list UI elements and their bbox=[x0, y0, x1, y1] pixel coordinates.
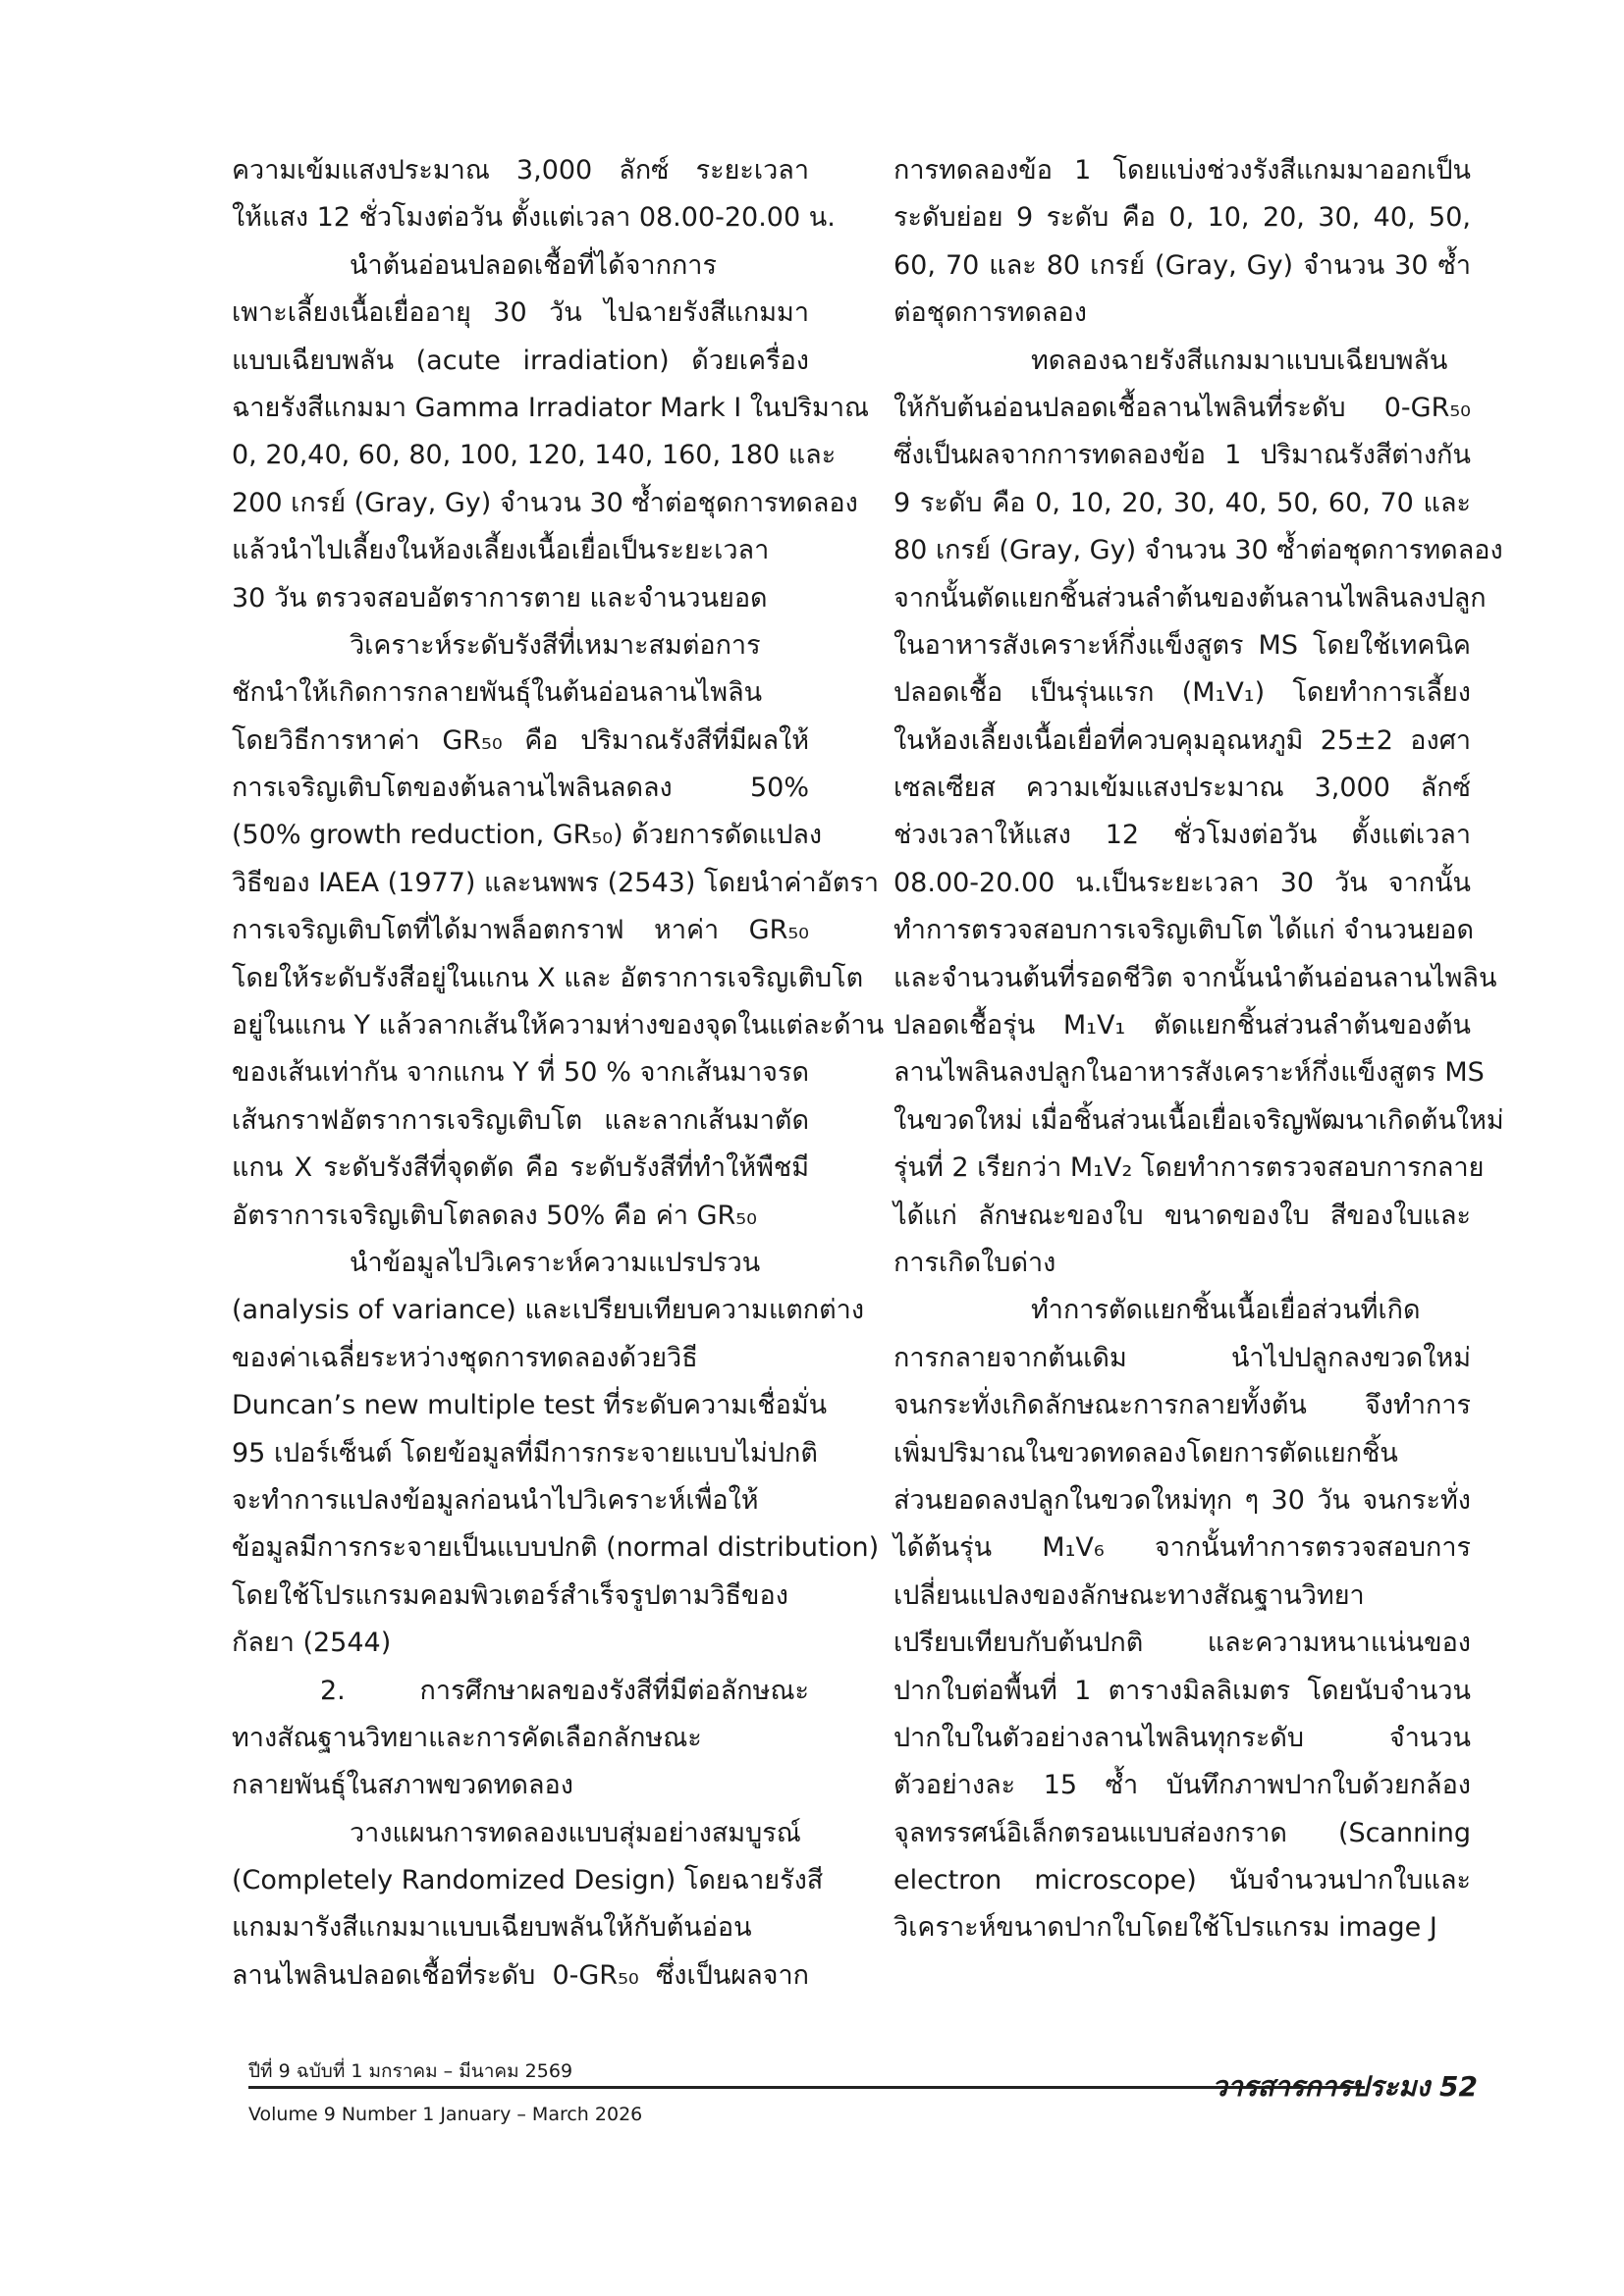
text-line: เซลเซียส ความเข้มแสงประมาณ 3,000 ลักซ์ bbox=[893, 773, 1471, 804]
right-column bbox=[893, 147, 1504, 1952]
text-line: (50% growth reduction, GR₅₀) ด้วยการดัดแปลง bbox=[232, 820, 823, 851]
text-line: ส่วนยอดลงปลูกในขวดใหม่ทุก ๆ 30 วัน จนกระทั่ง bbox=[893, 1484, 1471, 1516]
text-line: ข้อมูลมีการกระจายเป็นแบบปกติ (normal distribution) bbox=[232, 1532, 880, 1564]
text-line: ปากใบต่อพื้นที่ 1 ตารางมิลลิเมตร โดยนับจำนวน bbox=[893, 1675, 1471, 1706]
text-line: วิเคราะห์ระดับรังสีที่เหมาะสมต่อการ bbox=[350, 629, 761, 661]
text-line: เพิ่มปริมาณในขวดทดลองโดยการตัดแยกชิ้น bbox=[893, 1437, 1398, 1468]
footer-issue-thai: ปีที่ 9 ฉบับที่ 1 มกราคม – มีนาคม 2569 bbox=[248, 2060, 573, 2082]
text-line: การเจริญเติบโตที่ได้มาพล็อตกราฟ หาค่า GR₅₀ bbox=[232, 915, 809, 946]
text-line: ทางสัณฐานวิทยาและการคัดเลือกลักษณะ bbox=[232, 1722, 702, 1753]
text-line: ชักนำให้เกิดการกลายพันธุ์ในต้นอ่อนลานไพลิน bbox=[232, 677, 763, 709]
text-line: ของค่าเฉลี่ยระหว่างชุดการทดลองด้วยวิธี bbox=[232, 1342, 698, 1373]
text-line: วางแผนการทดลองแบบสุ่มอย่างสมบูรณ์ bbox=[350, 1817, 801, 1848]
text-line: จนกระทั่งเกิดลักษณะการกลายทั้งต้น จึงทำการ bbox=[893, 1390, 1471, 1421]
text-line: โดยให้ระดับรังสีอยู่ในแกน X และ อัตราการเจริญเติบโต bbox=[232, 962, 864, 993]
text-line: 95 เปอร์เซ็นต์ โดยข้อมูลที่มีการกระจายแบบไม่ปกติ bbox=[232, 1437, 818, 1468]
text-line: จุลทรรศน์อิเล็กตรอนแบบส่องกราด (Scanning bbox=[893, 1817, 1471, 1848]
text-line: ลานไพลินลงปลูกในอาหารสังเคราะห์กึ่งแข็งสูตร MS bbox=[893, 1057, 1485, 1089]
text-line: กัลยา (2544) bbox=[232, 1628, 392, 1659]
footer-rule bbox=[248, 2086, 1365, 2089]
text-line: ฉายรังสีแกมมา Gamma Irradiator Mark I ในปริมาณ bbox=[232, 392, 870, 423]
text-line: โดยวิธีการหาค่า GR₅₀ คือ ปริมาณรังสีที่มีผลให้ bbox=[232, 724, 809, 756]
text-line: ช่วงเวลาให้แสง 12 ชั่วโมงต่อวัน ตั้งแต่เวลา bbox=[893, 820, 1471, 851]
text-line: (analysis of variance) และเปรียบเทียบความแตกต่าง bbox=[232, 1295, 865, 1326]
text-line: ได้แก่ ลักษณะของใบ ขนาดของใบ สีของใบและ bbox=[893, 1200, 1471, 1231]
text-line: เพาะเลี้ยงเนื้อเยื่ออายุ 30 วัน ไปฉายรังสีแกมมา bbox=[232, 297, 809, 329]
text-line: ทดลองฉายรังสีแกมมาแบบเฉียบพลัน bbox=[1031, 345, 1448, 376]
text-line: แล้วนำไปเลี้ยงในห้องเลี้ยงเนื้อเยื่อเป็นระยะเวลา bbox=[232, 535, 770, 566]
text-line: กลายพันธุ์ในสภาพขวดทดลอง bbox=[232, 1770, 573, 1801]
text-line: การกลายจากต้นเดิม นำไปปลูกลงขวดใหม่ bbox=[893, 1342, 1471, 1373]
footer-journal-page: วารสารการประมง 52 bbox=[1212, 2070, 1478, 2103]
text-line: ความเข้มแสงประมาณ 3,000 ลักซ์ ระยะเวลา bbox=[232, 155, 809, 186]
text-line: 200 เกรย์ (Gray, Gy) จำนวน 30 ซ้ำต่อชุดการทดลอง bbox=[232, 487, 858, 518]
text-line: การทดลองข้อ 1 โดยแบ่งช่วงรังสีแกมมาออกเป็น bbox=[893, 155, 1471, 186]
text-line: วิเคราะห์ขนาดปากใบโดยใช้โปรแกรม image J bbox=[893, 1912, 1437, 1944]
text-line: electron microscope) นับจำนวนปากใบและ bbox=[893, 1865, 1471, 1896]
text-line: ให้แสง 12 ชั่วโมงต่อวัน ตั้งแต่เวลา 08.00-20.00 น. bbox=[232, 202, 836, 234]
text-line: 9 ระดับ คือ 0, 10, 20, 30, 40, 50, 60, 70 และ bbox=[893, 487, 1471, 518]
text-line: 30 วัน ตรวจสอบอัตราการตาย และจำนวนยอด bbox=[232, 582, 768, 614]
text-line: เส้นกราฟอัตราการเจริญเติบโต และลากเส้นมาตัด bbox=[232, 1104, 809, 1136]
text-line: 60, 70 และ 80 เกรย์ (Gray, Gy) จำนวน 30 ซ้ำ bbox=[893, 249, 1471, 281]
text-line: ของเส้นเท่ากัน จากแกน Y ที่ 50 % จากเส้นมาจรด bbox=[232, 1057, 809, 1089]
text-line: อยู่ในแกน Y แล้วลากเส้นให้ความห่างของจุดในแต่ละด้าน bbox=[232, 1010, 885, 1041]
text-line: นำข้อมูลไปวิเคราะห์ความแปรปรวน bbox=[350, 1247, 761, 1278]
text-line: อัตราการเจริญเติบโตลดลง 50% คือ ค่า GR₅₀ bbox=[232, 1200, 757, 1231]
text-line: ระดับย่อย 9 ระดับ คือ 0, 10, 20, 30, 40, 50, bbox=[893, 202, 1471, 234]
text-line: เปรียบเทียบกับต้นปกติ และความหนาแน่นของ bbox=[893, 1628, 1471, 1659]
text-line: วิธีของ IAEA (1977) และนพพร (2543) โดยนำค่าอัตรา bbox=[232, 867, 880, 898]
text-line: 0, 20,40, 60, 80, 100, 120, 140, 160, 180 และ bbox=[232, 440, 837, 471]
text-line: ปากใบในตัวอย่างลานไพลินทุกระดับ จำนวน bbox=[893, 1722, 1471, 1753]
text-line: แกมมารังสีแกมมาแบบเฉียบพลันให้กับต้นอ่อน bbox=[232, 1912, 752, 1944]
text-line: การเกิดใบด่าง bbox=[893, 1247, 1056, 1278]
text-line: Duncan’s new multiple test ที่ระดับความเชื่อมั่น bbox=[232, 1390, 828, 1421]
text-line: เปลี่ยนแปลงของลักษณะทางสัณฐานวิทยา bbox=[893, 1579, 1365, 1611]
text-line: โดยใช้โปรแกรมคอมพิวเตอร์สำเร็จรูปตามวิธีของ bbox=[232, 1579, 788, 1611]
text-line: รุ่นที่ 2 เรียกว่า M₁V₂ โดยทำการตรวจสอบการกลาย bbox=[893, 1152, 1485, 1184]
text-line: (Completely Randomized Design) โดยฉายรังสี bbox=[232, 1865, 824, 1896]
text-line: ในอาหารสังเคราะห์กึ่งแข็งสูตร MS โดยใช้เทคนิค bbox=[893, 629, 1471, 661]
text-line: จะทำการแปลงข้อมูลก่อนนำไปวิเคราะห์เพื่อให้ bbox=[232, 1484, 759, 1516]
text-line: 08.00-20.00 น.เป็นระยะเวลา 30 วัน จากนั้น bbox=[893, 867, 1471, 898]
text-line: 2. การศึกษาผลของรังสีที่มีต่อลักษณะ bbox=[320, 1675, 809, 1706]
text-line: ลานไพลินปลอดเชื้อที่ระดับ 0-GR₅₀ ซึ่งเป็นผลจาก bbox=[232, 1959, 809, 1991]
text-line: 80 เกรย์ (Gray, Gy) จำนวน 30 ซ้ำต่อชุดการทดลอง bbox=[893, 535, 1503, 566]
text-line: แกน X ระดับรังสีที่จุดตัด คือ ระดับรังสีที่ทำให้พืชมี bbox=[232, 1152, 809, 1184]
text-line: ในขวดใหม่ เมื่อชิ้นส่วนเนื้อเยื่อเจริญพัฒนาเกิดต้นใหม่ bbox=[893, 1104, 1504, 1136]
text-line: ปลอดเชื้อ เป็นรุ่นแรก (M₁V₁) โดยทำการเลี้ยง bbox=[893, 677, 1471, 709]
text-line: นำต้นอ่อนปลอดเชื้อที่ได้จากการ bbox=[350, 249, 717, 281]
text-line: ให้กับต้นอ่อนปลอดเชื้อลานไพลินที่ระดับ 0-GR₅₀ bbox=[893, 392, 1471, 423]
text-line: ในห้องเลี้ยงเนื้อเยื่อที่ควบคุมอุณหภูมิ 25±2 องศา bbox=[893, 724, 1471, 756]
text-line: และจำนวนต้นที่รอดชีวิต จากนั้นนำต้นอ่อนลานไพลิน bbox=[893, 962, 1497, 993]
text-line: ทำการตรวจสอบการเจริญเติบโต ได้แก่ จำนวนยอด bbox=[893, 915, 1474, 946]
footer-issue-english: Volume 9 Number 1 January – March 2026 bbox=[248, 2104, 643, 2125]
text-line: ทำการตัดแยกชิ้นเนื้อเยื่อส่วนที่เกิด bbox=[1031, 1295, 1421, 1326]
text-line: ซึ่งเป็นผลจากการทดลองข้อ 1 ปริมาณรังสีต่างกัน bbox=[893, 440, 1471, 471]
text-line: ต่อชุดการทดลอง bbox=[893, 297, 1087, 329]
text-line: แบบเฉียบพลัน (acute irradiation) ด้วยเครื่อง bbox=[232, 345, 809, 376]
text-line: ได้ต้นรุ่น M₁V₆ จากนั้นทำการตรวจสอบการ bbox=[893, 1532, 1471, 1564]
text-line: จากนั้นตัดแยกชิ้นส่วนลำต้นของต้นลานไพลินลงปลูก bbox=[893, 582, 1487, 614]
text-line: ตัวอย่างละ 15 ซ้ำ บันทึกภาพปากใบด้วยกล้อง bbox=[893, 1770, 1471, 1801]
text-line: การเจริญเติบโตของต้นลานไพลินลดลง 50% bbox=[232, 773, 809, 804]
left-column bbox=[232, 147, 885, 2000]
text-line: ปลอดเชื้อรุ่น M₁V₁ ตัดแยกชิ้นส่วนลำต้นของต้น bbox=[893, 1010, 1471, 1041]
